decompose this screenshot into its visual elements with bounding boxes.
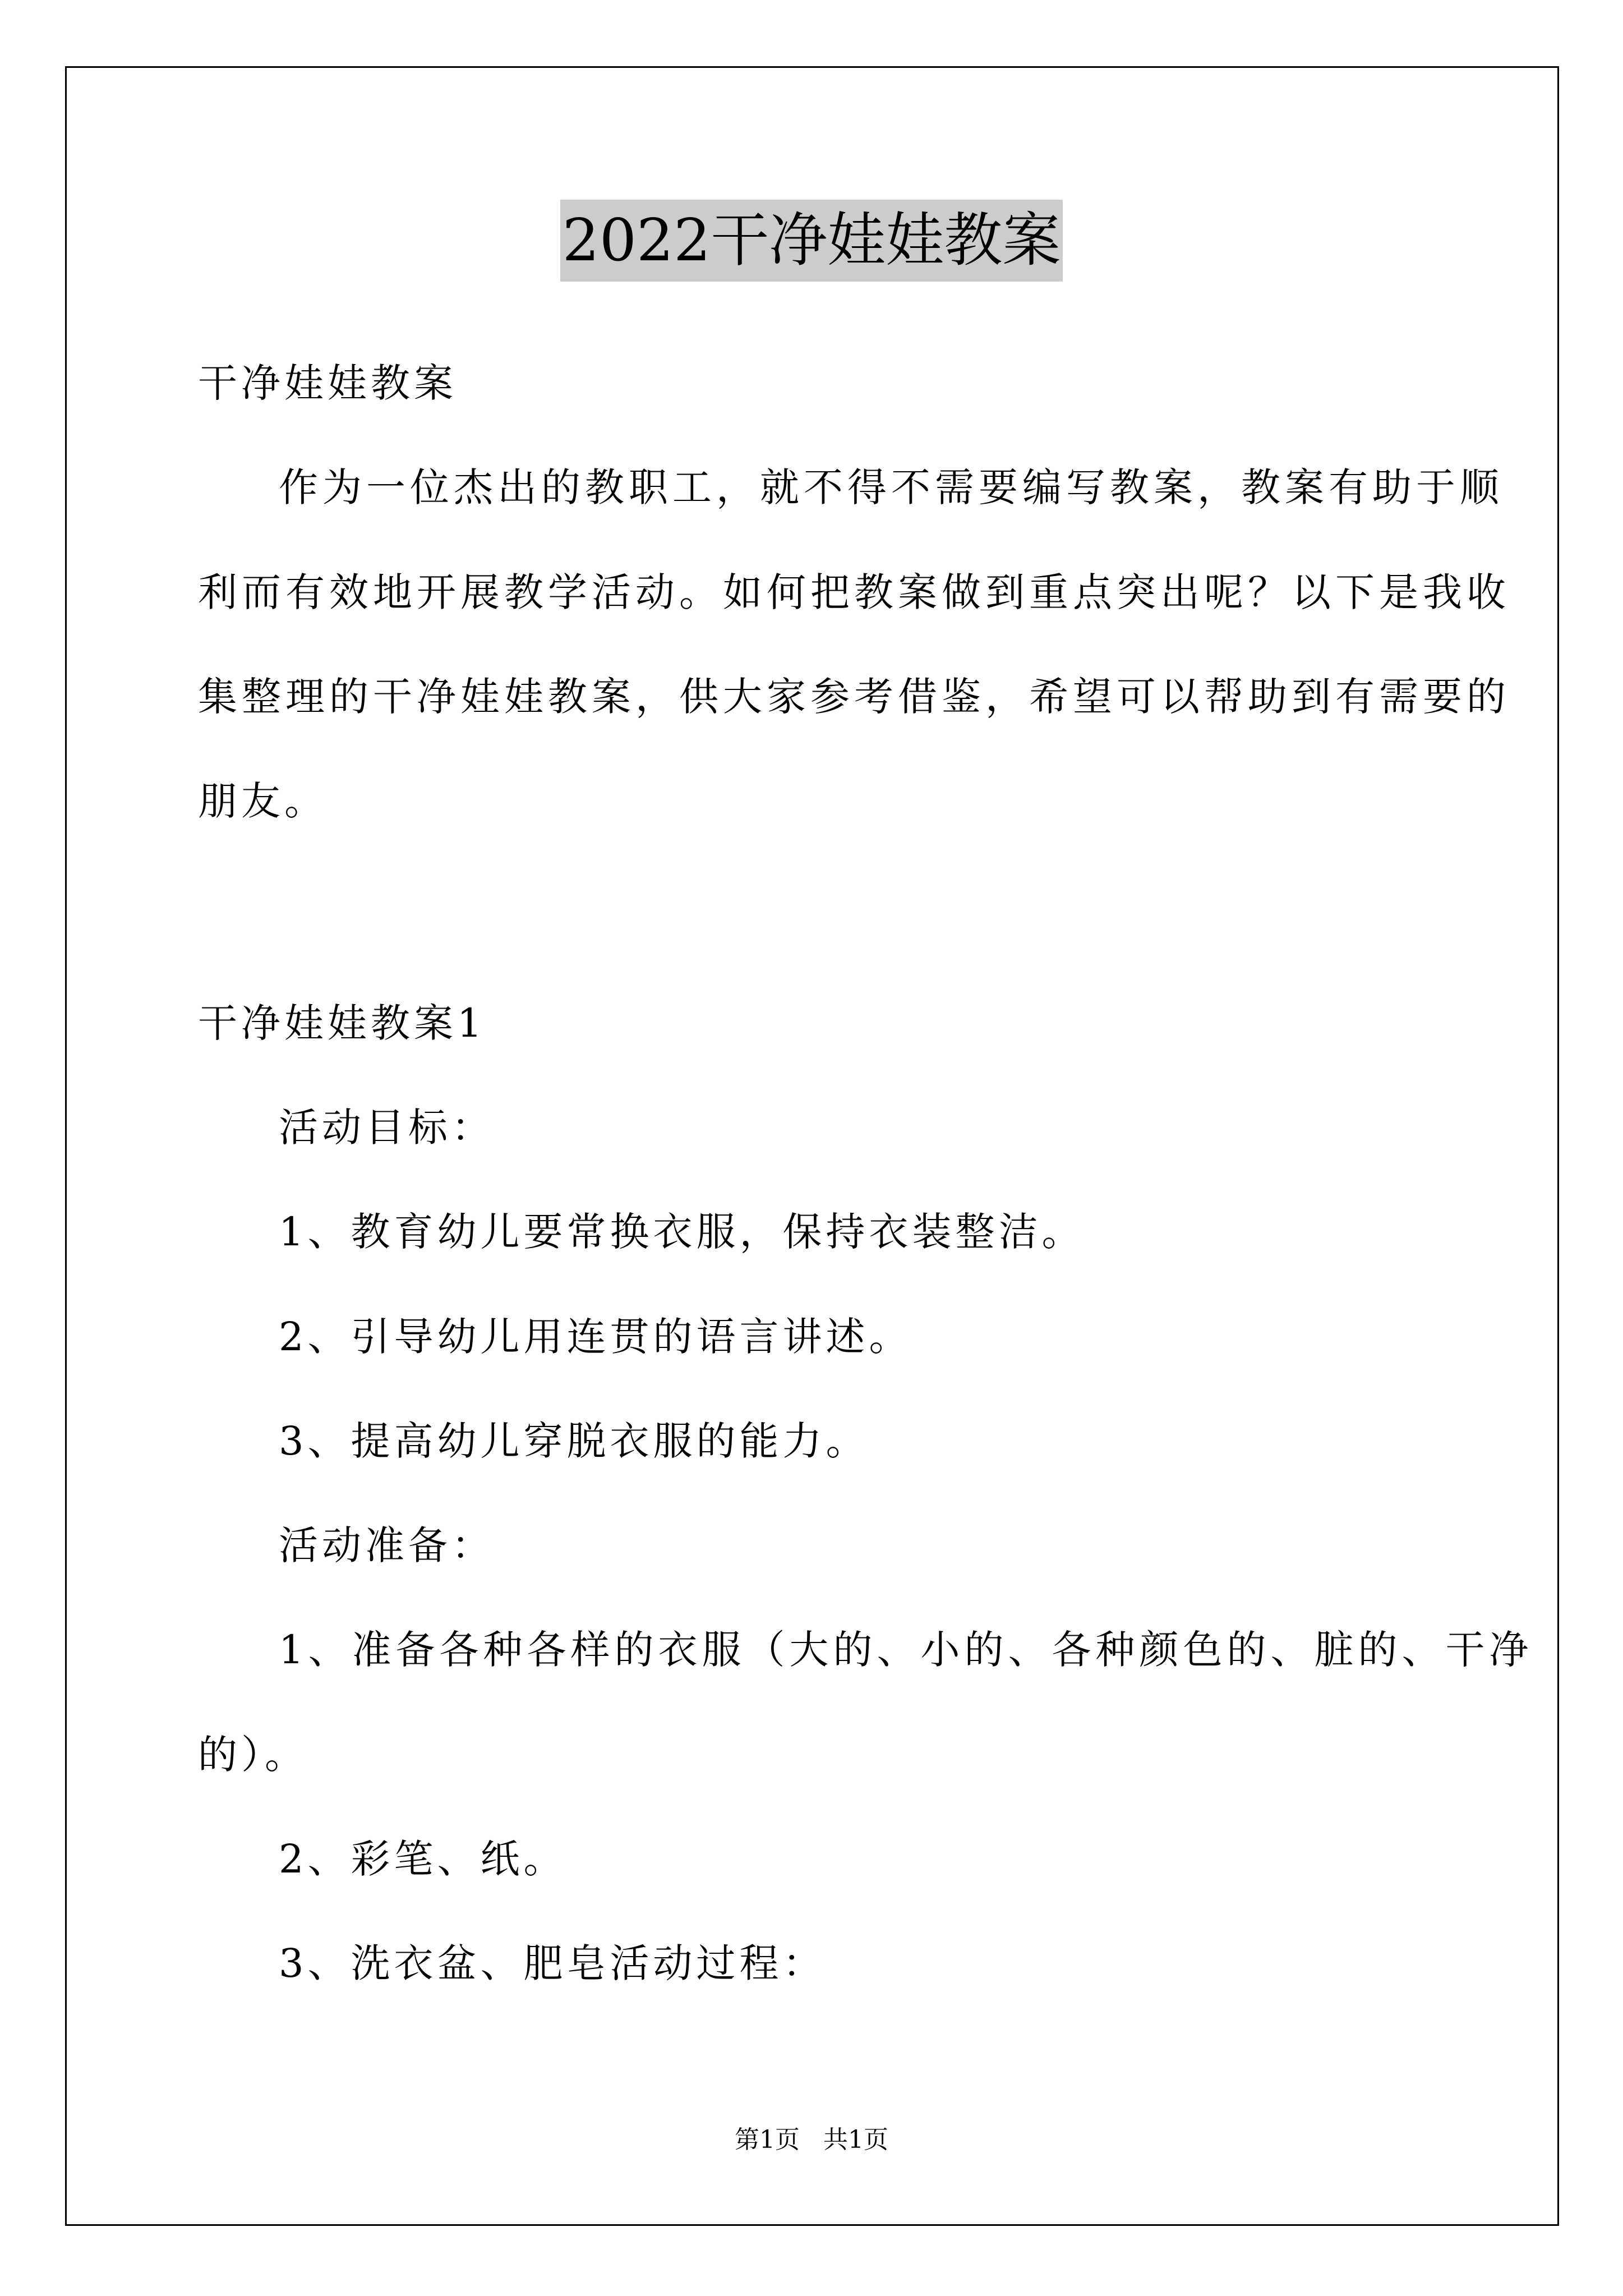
intro-line-2: 利而有效地开展教学活动。如何把教案做到重点突出呢？以下是我收	[198, 569, 1510, 615]
intro-line-1: 作为一位杰出的教职工，就不得不需要编写教案，教案有助于顺	[279, 464, 1504, 510]
document-title: 2022干净娃娃教案	[560, 200, 1063, 282]
section-heading: 干净娃娃教案1	[198, 1000, 486, 1046]
prep-line-2: 的）。	[198, 1732, 308, 1778]
goal-item-1: 1、教育幼儿要常换衣服，保持衣装整洁。	[279, 1209, 1085, 1255]
document-title-container	[0, 200, 1623, 282]
prep-line-1: 1、准备各种各样的衣服（大的、小的、各种颜色的、脏的、干净	[279, 1627, 1533, 1673]
prep-line-3: 2、彩笔、纸。	[279, 1836, 567, 1882]
goals-heading: 活动目标：	[279, 1105, 495, 1151]
goal-item-2: 2、引导幼儿用连贯的语言讲述。	[279, 1314, 912, 1360]
goal-item-3: 3、提高幼儿穿脱衣服的能力。	[279, 1418, 869, 1464]
prep-heading: 活动准备：	[279, 1522, 495, 1568]
page-indicator: 第1页 共1页	[735, 2125, 888, 2154]
intro-line-3: 集整理的干净娃娃教案，供大家参考借鉴，希望可以帮助到有需要的	[198, 674, 1510, 720]
prep-line-4: 3、洗衣盆、肥皂活动过程：	[279, 1940, 826, 1986]
intro-line-4: 朋友。	[198, 778, 328, 824]
document-subtitle: 干净娃娃教案	[198, 360, 457, 406]
